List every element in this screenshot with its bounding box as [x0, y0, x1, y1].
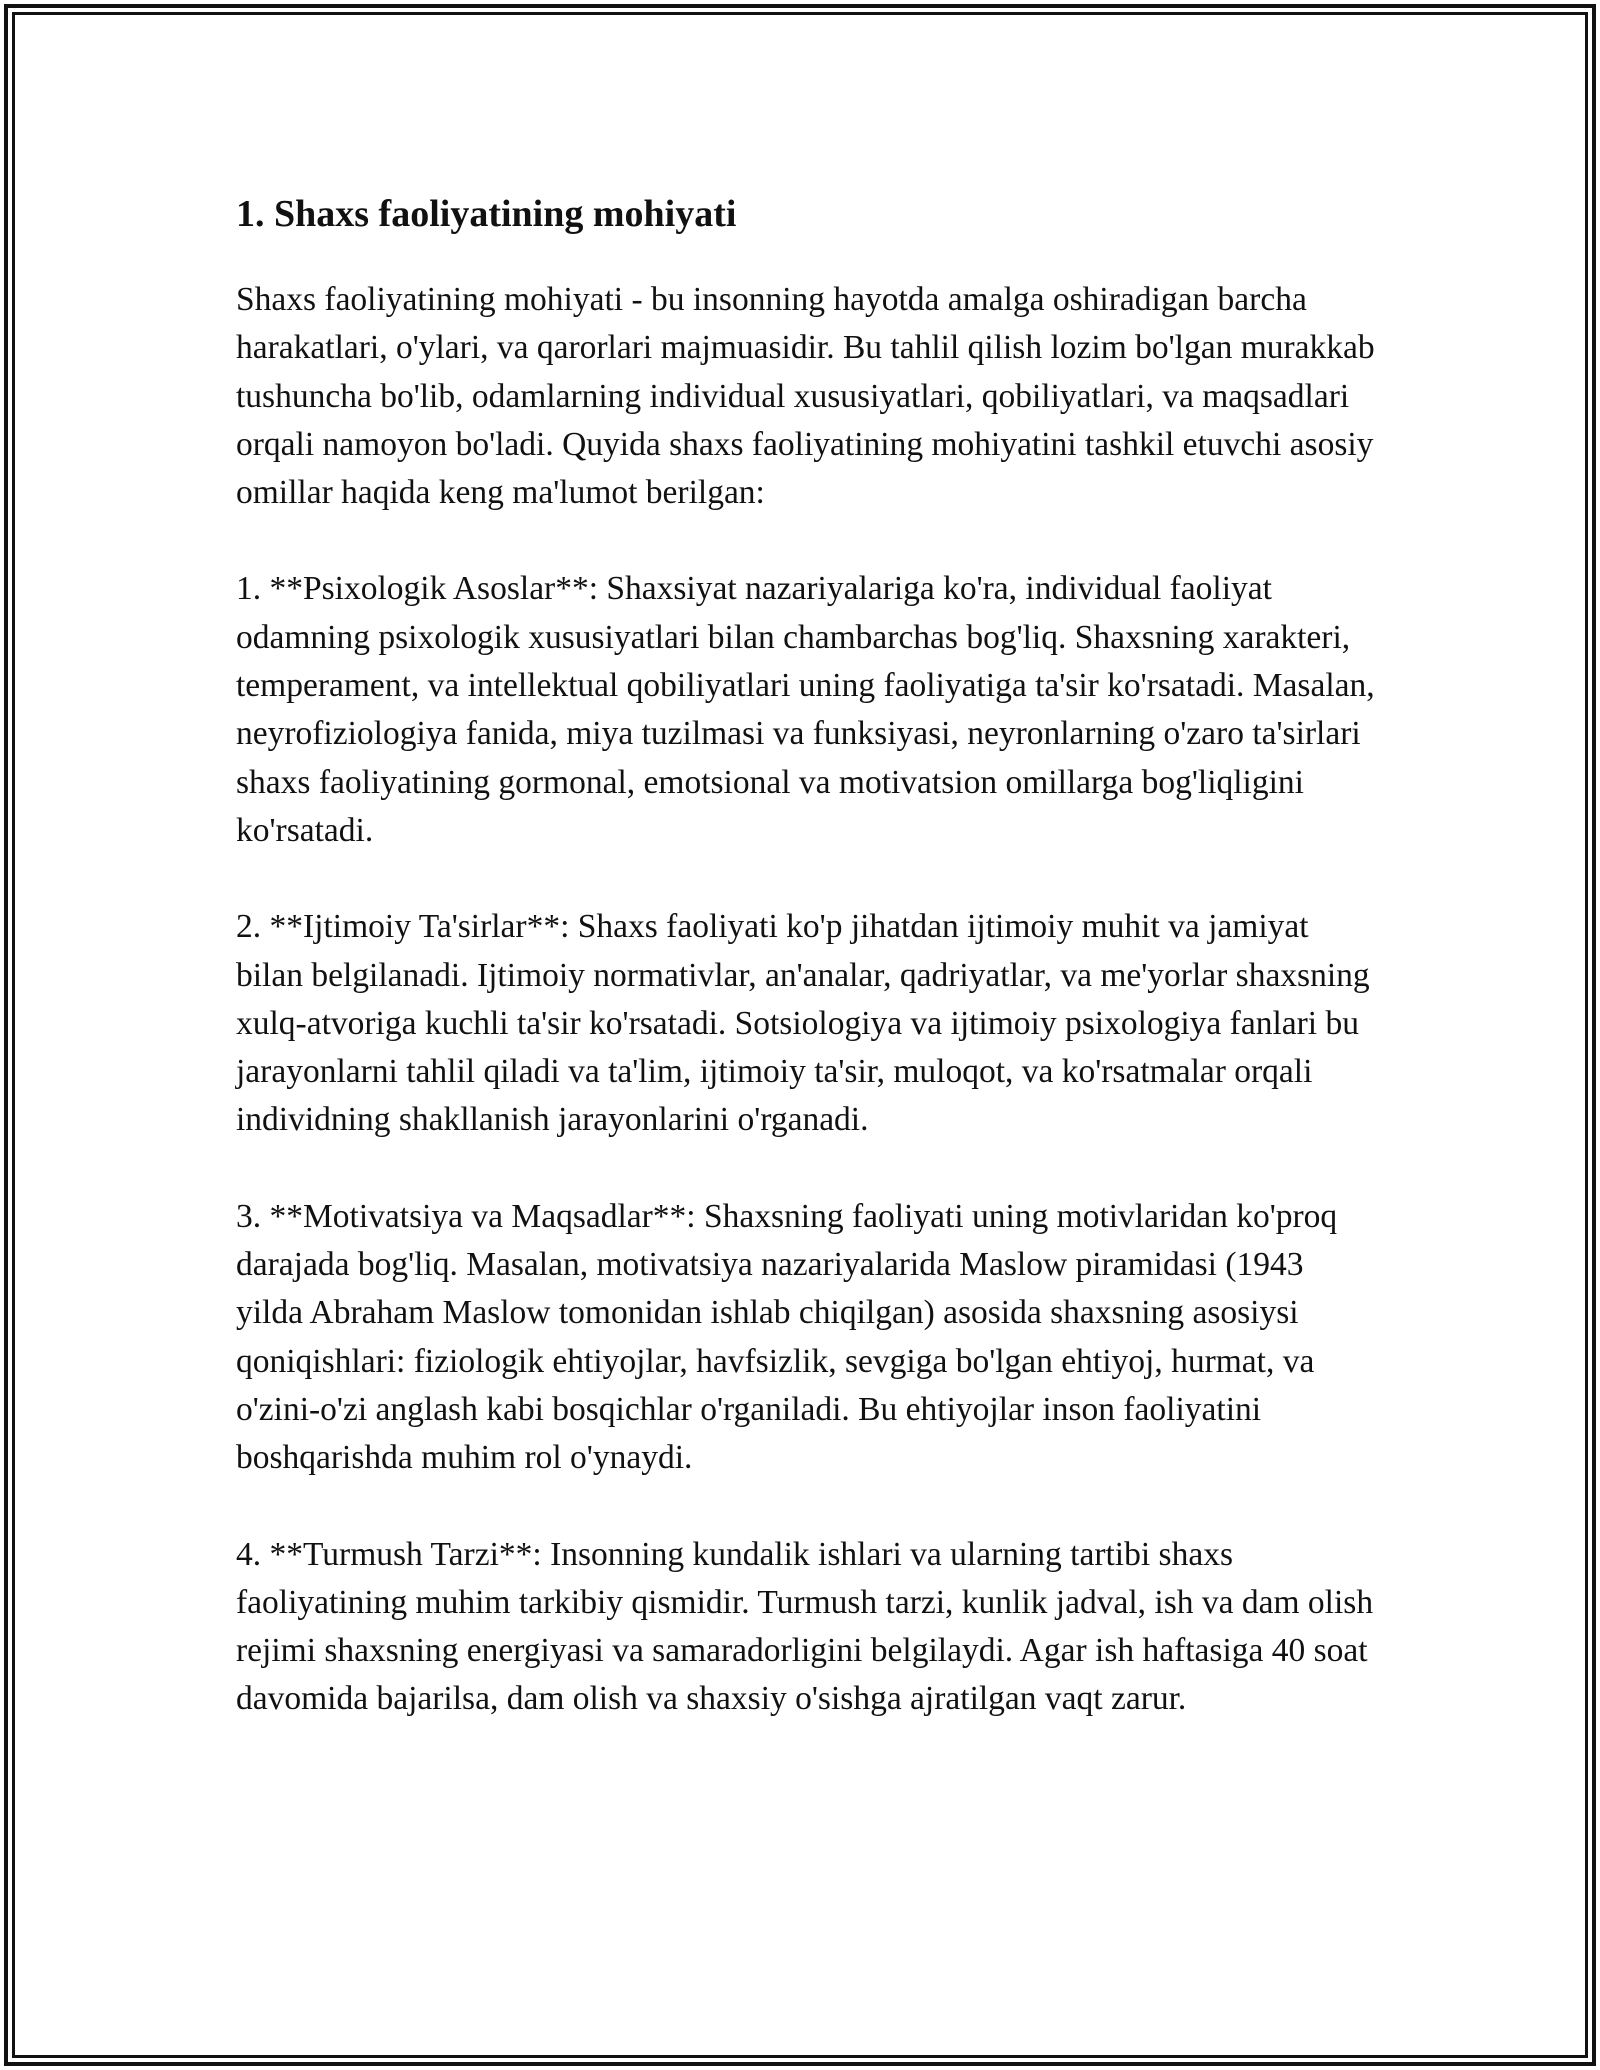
paragraph-psixologik-asoslar: 1. **Psixologik Asoslar**: Shaxsiyat nazariyalariga ko'ra, individual faoliyat odamning psixologik xususiyatlari bilan chambarchas bog'liq. Shaxsning xarakteri, temperament, va intellektual qobiliyatlari uning faoliyatiga ta'sir ko'rsatadi. Masalan, neyrofiziologiya fanida, miya tuzilmasi va funksiyasi, neyronlarning o'zaro ta'sirlari shaxs faoliyatining gormonal, emotsional va motivatsion omillarga bog'liqligini ko'rsatadi. [236, 570, 1375, 849]
document-title: 1. Shaxs faoliyatining mohiyati [236, 193, 737, 235]
document-body [236, 186, 1376, 1772]
intro-paragraph: Shaxs faoliyatining mohiyati - bu insonning hayotda amalga oshiradigan barcha harakatlari, o'ylari, va qarorlari majmuasidir. Bu tahlil qilish lozim bo'lgan murakkab tushuncha bo'lib, odamlarning individual xususiyatlari, qobiliyatlari, va maqsadlari orqali namoyon bo'ladi. Quyida shaxs faoliyatining mohiyatini tashkil etuvchi asosiy omillar haqida keng ma'lumot berilgan: [236, 281, 1375, 512]
paragraph-ijtimoiy-tasirlar: 2. **Ijtimoiy Ta'sirlar**: Shaxs faoliyati ko'p jihatdan ijtimoiy muhit va jamiyat bilan belgilanadi. Ijtimoiy normativlar, an'analar, qadriyatlar, va me'yorlar shaxsning xulq-atvoriga kuchli ta'sir ko'rsatadi. Sotsiologiya va ijtimoiy psixologiya fanlari bu jarayonlarni tahlil qiladi va ta'lim, ijtimoiy ta'sir, muloqot, va ko'rsatmalar orqali individning shakllanish jarayonlarini o'rganadi. [236, 908, 1370, 1139]
paragraph-motivatsiya-va-maqsadlar: 3. **Motivatsiya va Maqsadlar**: Shaxsning faoliyati uning motivlaridan ko'proq darajada bog'liq. Masalan, motivatsiya nazariyalarida Maslow piramidasi (1943 yilda Abraham Maslow tomonidan ishlab chiqilgan) asosida shaxsning asosiysi qoniqishlari: fiziologik ehtiyojlar, havfsizlik, sevgiga bo'lgan ehtiyoj, hurmat, va o'zini-o'zi anglash kabi bosqichlar o'rganiladi. Bu ehtiyojlar inson faoliyatini boshqarishda muhim rol o'ynaydi. [236, 1197, 1338, 1477]
paragraph-turmush-tarzi: 4. **Turmush Tarzi**: Insonning kundalik ishlari va ularning tartibi shaxs faoliyatining muhim tarkibiy qismidir. Turmush tarzi, kunlik jadval, ish va dam olish rejimi shaxsning energiyasi va samaradorligini belgilaydi. Agar ish haftasiga 40 soat davomida bajarilsa, dam olish va shaxsiy o'sishga ajratilgan vaqt zarur. [236, 1535, 1374, 1718]
